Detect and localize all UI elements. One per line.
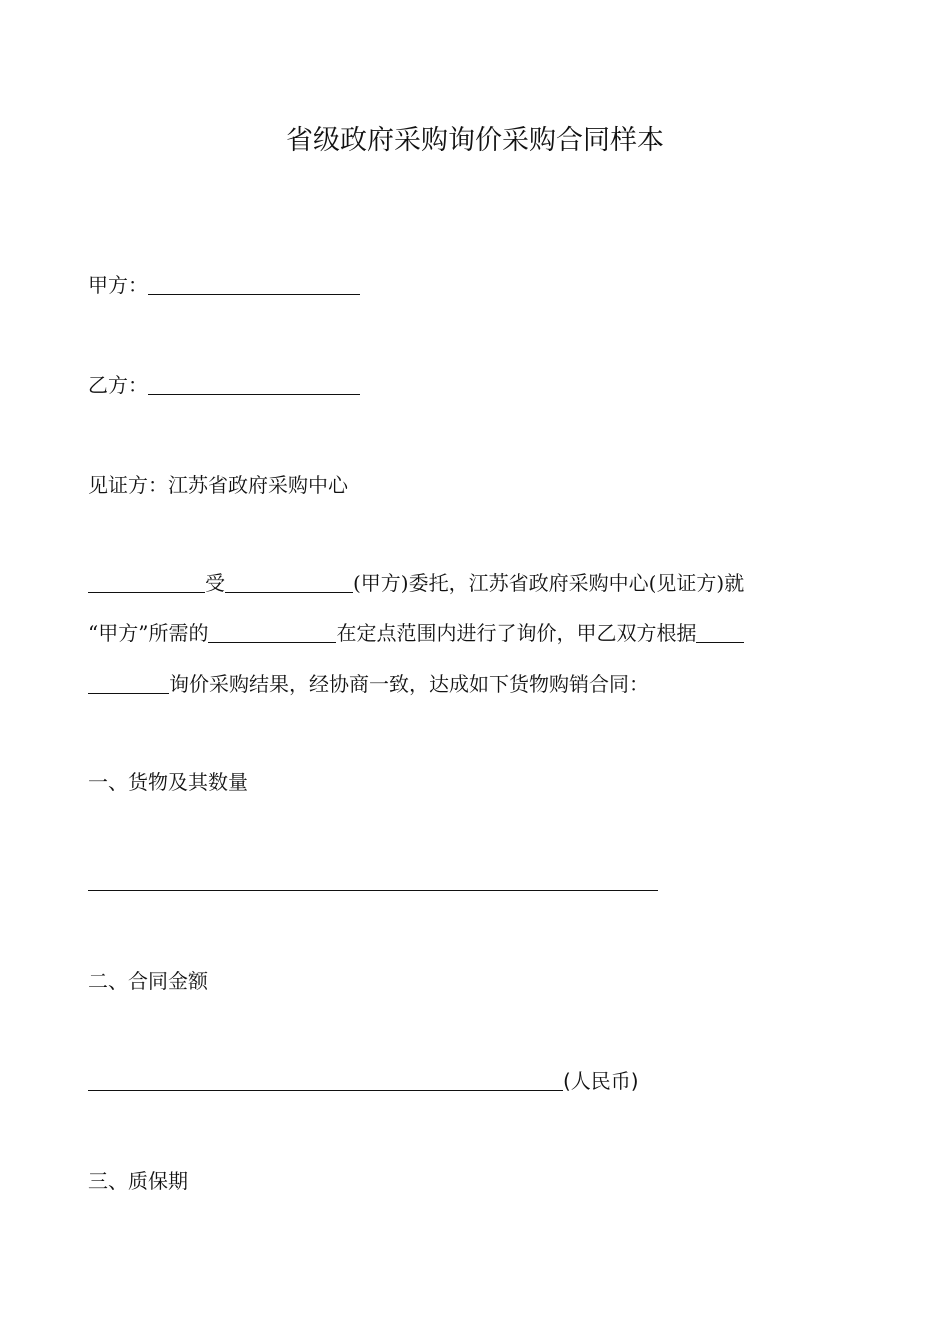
paragraph-line-3 [88, 671, 649, 697]
party-a-label: 甲方： [88, 273, 148, 297]
witness-line [88, 472, 348, 498]
principal-blank [225, 572, 353, 593]
agent-blank [88, 572, 205, 593]
section-1-heading: 一、货物及其数量 [88, 770, 248, 794]
paragraph-line-2 [88, 620, 744, 646]
goods-blank [208, 622, 336, 643]
contract-amount-blank [88, 1070, 563, 1091]
party-a-line [88, 272, 360, 298]
paragraph-text-3: 询价采购结果，经协商一致，达成如下货物购销合同： [169, 672, 649, 696]
party-b-line [88, 372, 360, 398]
paragraph-text-2b: 在定点范围内进行了询价，甲乙双方根据 [336, 621, 697, 645]
witness-value: 江苏省政府采购中心 [168, 473, 348, 497]
goods-quantity-blank [88, 870, 658, 891]
paragraph-line-1 [88, 570, 744, 596]
party-b-blank [148, 374, 360, 395]
currency-label: (人民币) [563, 1069, 639, 1093]
section-3-heading: 三、质保期 [88, 1169, 188, 1193]
section-2-heading: 二、合同金额 [88, 969, 208, 993]
party-a-blank [148, 274, 360, 295]
paragraph-text-1b: (甲方)委托，江苏省政府采购中心(见证方)就 [353, 571, 745, 595]
paragraph-text-1a: 受 [205, 571, 225, 595]
basis-blank-start [696, 622, 744, 643]
section-2-amount-line [88, 1068, 639, 1094]
page-title: 省级政府采购询价采购合同样本 [286, 125, 664, 156]
witness-label: 见证方： [88, 473, 168, 497]
party-b-label: 乙方： [88, 373, 148, 397]
basis-blank-end [88, 673, 169, 694]
paragraph-text-2a: “甲方”所需的 [88, 621, 209, 645]
section-1-blank-line [88, 868, 658, 894]
